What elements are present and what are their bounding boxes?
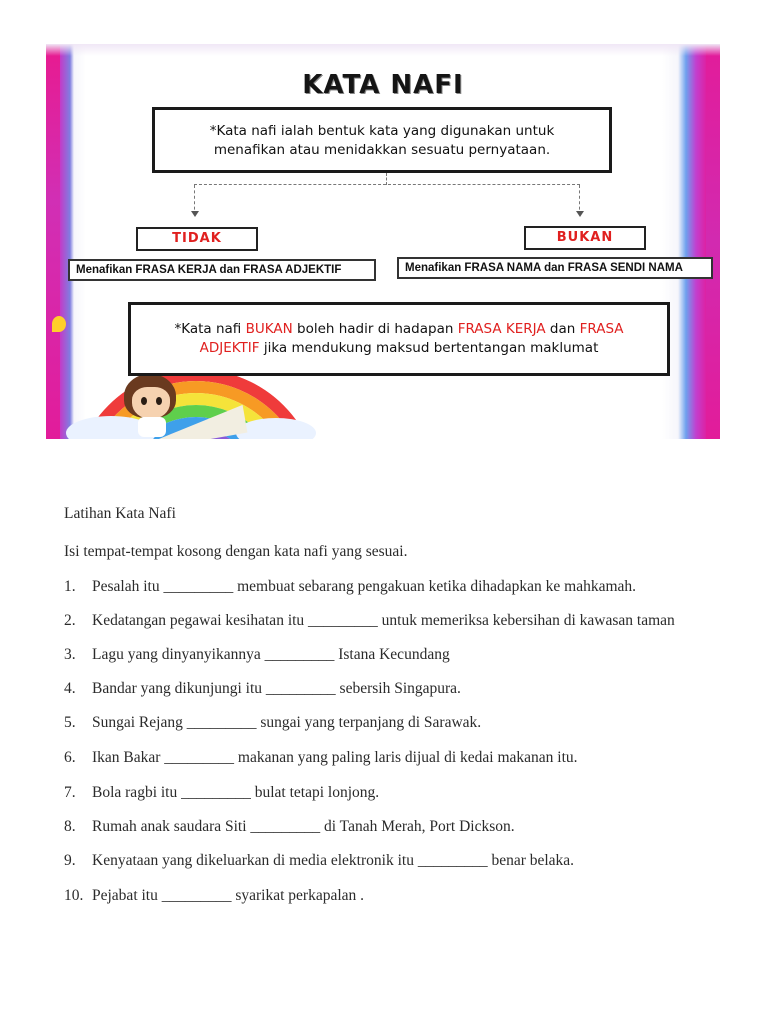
description-bukan: Menafikan FRASA NAMA dan FRASA SENDI NAMA bbox=[397, 257, 713, 279]
note-box bbox=[128, 302, 670, 376]
arrow-left-icon bbox=[194, 185, 195, 215]
question-number: 9. bbox=[64, 852, 76, 869]
question-text: Rumah anak saudara Siti _________ di Tanah Merah, Port Dickson. bbox=[92, 818, 515, 835]
definition-box: *Kata nafi ialah bentuk kata yang digunakan untuk menafikan atau menidakkan sesuatu pernyataan. bbox=[152, 107, 612, 173]
question-number: 8. bbox=[64, 818, 76, 835]
question-text: Sungai Rejang _________ sungai yang terpanjang di Sarawak. bbox=[92, 714, 482, 731]
question-number: 7. bbox=[64, 784, 76, 801]
label-bukan: BUKAN bbox=[524, 226, 646, 250]
note-text: boleh hadir di hadapan bbox=[292, 321, 458, 337]
question-number: 2. bbox=[64, 612, 76, 629]
question-text: Pejabat itu _________ syarikat perkapalan . bbox=[92, 887, 365, 904]
question-text: Bola ragbi itu _________ bulat tetapi lonjong. bbox=[92, 784, 380, 801]
boy-face bbox=[132, 387, 170, 419]
question-number: 5. bbox=[64, 714, 76, 731]
note-frasa-kerja: FRASA KERJA bbox=[457, 321, 546, 337]
question-number: 3. bbox=[64, 646, 76, 663]
description-tidak: Menafikan FRASA KERJA dan FRASA ADJEKTIF bbox=[68, 259, 376, 281]
exercise-heading: Latihan Kata Nafi bbox=[64, 505, 176, 522]
infographic-title: KATA NAFI bbox=[302, 70, 464, 100]
frame-top bbox=[46, 44, 720, 56]
question-text: Bandar yang dikunjungi itu _________ sebersih Singapura. bbox=[92, 680, 461, 697]
note-text: *Kata nafi bbox=[174, 321, 246, 337]
question-text: Kedatangan pegawai kesihatan itu _________ untuk memeriksa kebersihan di kawasan taman bbox=[92, 612, 675, 629]
question-text: Ikan Bakar _________ makanan yang paling laris dijual di kedai makanan itu. bbox=[92, 749, 578, 766]
exercise-instruction: Isi tempat-tempat kosong dengan kata nafi yang sesuai. bbox=[64, 543, 408, 560]
frame-left bbox=[46, 44, 60, 439]
question-text: Pesalah itu _________ membuat sebarang pengakuan ketika dihadapkan ke mahkamah. bbox=[92, 578, 637, 595]
eye-icon bbox=[156, 397, 162, 405]
question-number: 10. bbox=[64, 887, 84, 904]
eye-icon bbox=[141, 397, 147, 405]
label-tidak: TIDAK bbox=[136, 227, 258, 251]
question-number: 6. bbox=[64, 749, 76, 766]
note-bukan: BUKAN bbox=[245, 321, 293, 337]
question-text: Lagu yang dinyanyikannya _________ Istana Kecundang bbox=[92, 646, 450, 663]
question-number: 4. bbox=[64, 680, 76, 697]
note-text: dan bbox=[545, 321, 580, 337]
question-number: 1. bbox=[64, 578, 76, 595]
question-text: Kenyataan yang dikeluarkan di media elektronik itu _________ benar belaka. bbox=[92, 852, 575, 869]
kata-nafi-infographic bbox=[46, 44, 720, 439]
cloud-icon bbox=[236, 418, 316, 439]
note-text: jika mendukung maksud bertentangan maklumat bbox=[259, 340, 599, 356]
arrow-right-icon bbox=[579, 185, 580, 215]
speech-bubble-icon bbox=[52, 316, 66, 332]
boy-body bbox=[138, 417, 166, 437]
note-frasa-adjektif: FRASA ADJEKTIF bbox=[199, 321, 624, 356]
branch-connector bbox=[194, 184, 580, 215]
frame-right bbox=[706, 44, 720, 439]
